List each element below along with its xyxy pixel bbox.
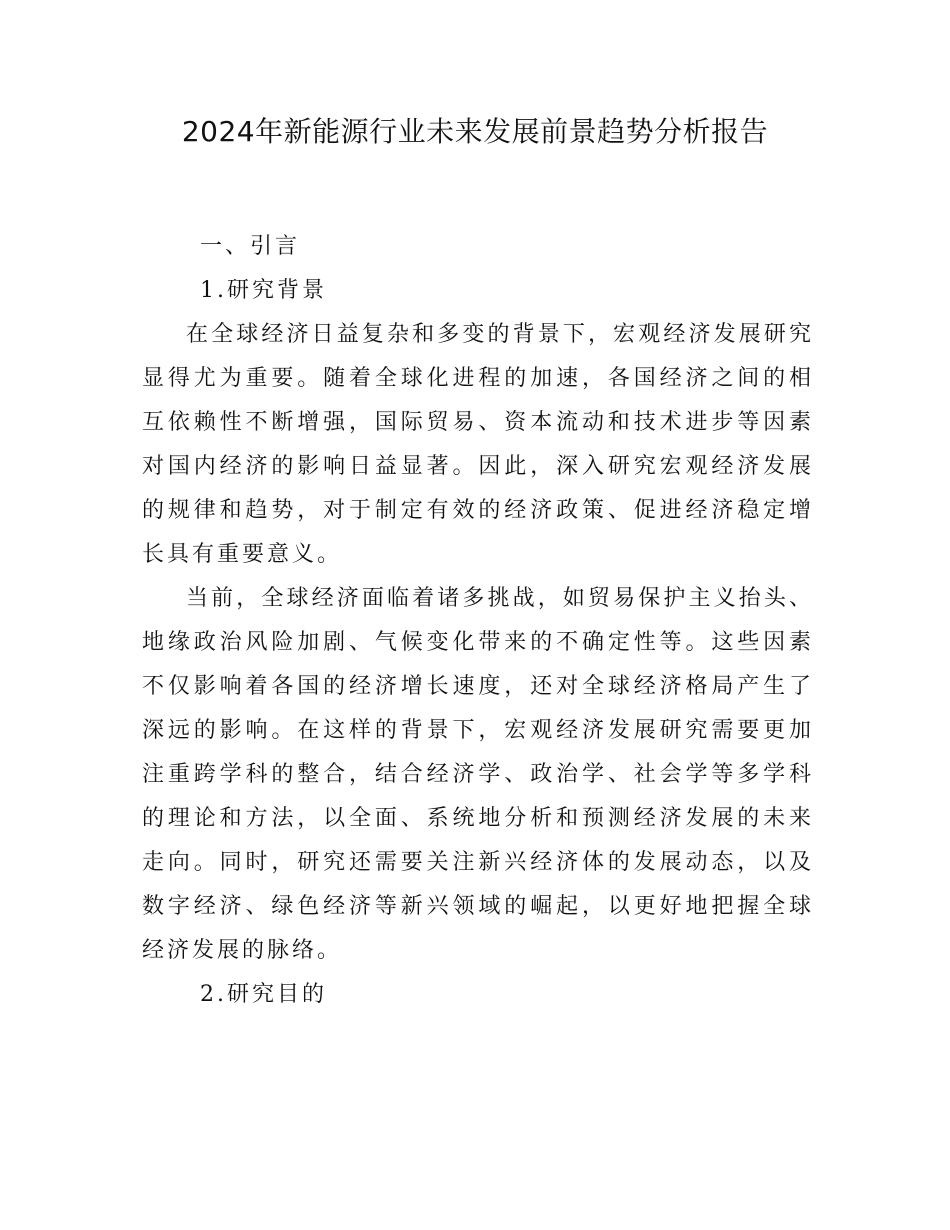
paragraph-background-1: 在全球经济日益复杂和多变的背景下，宏观经济发展研究显得尤为重要。随着全球化进程的加速，各国经济之间的相互依赖性不断增强，国际贸易、资本流动和技术进步等因素对国内经济的影响日益显著。因此，深入研究宏观经济发展的规律和趋势，对于制定有效的经济政策、促进经济稳定增长具有重要意义。 [142,322,814,567]
document-body [142,225,814,1017]
subsection-heading-background: 1.研究背景 [200,278,327,303]
section-heading-introduction: 一、引言 [200,234,301,259]
document-title: 2024年新能源行业未来发展前景趋势分析报告 [181,115,769,148]
subsection-heading-purpose: 2.研究目的 [200,982,327,1007]
paragraph-background-2: 当前，全球经济面临着诸多挑战，如贸易保护主义抬头、地缘政治风险加剧、气候变化带来的不确定性等。这些因素不仅影响着各国的经济增长速度，还对全球经济格局产生了深远的影响。在这样的背景下，宏观经济发展研究需要更加注重跨学科的整合，结合经济学、政治学、社会学等多学科的理论和方法，以全面、系统地分析和预测经济发展的未来走向。同时，研究还需要关注新兴经济体的发展动态，以及数字经济、绿色经济等新兴领域的崛起，以更好地把握全球经济发展的脉络。 [142,586,814,963]
